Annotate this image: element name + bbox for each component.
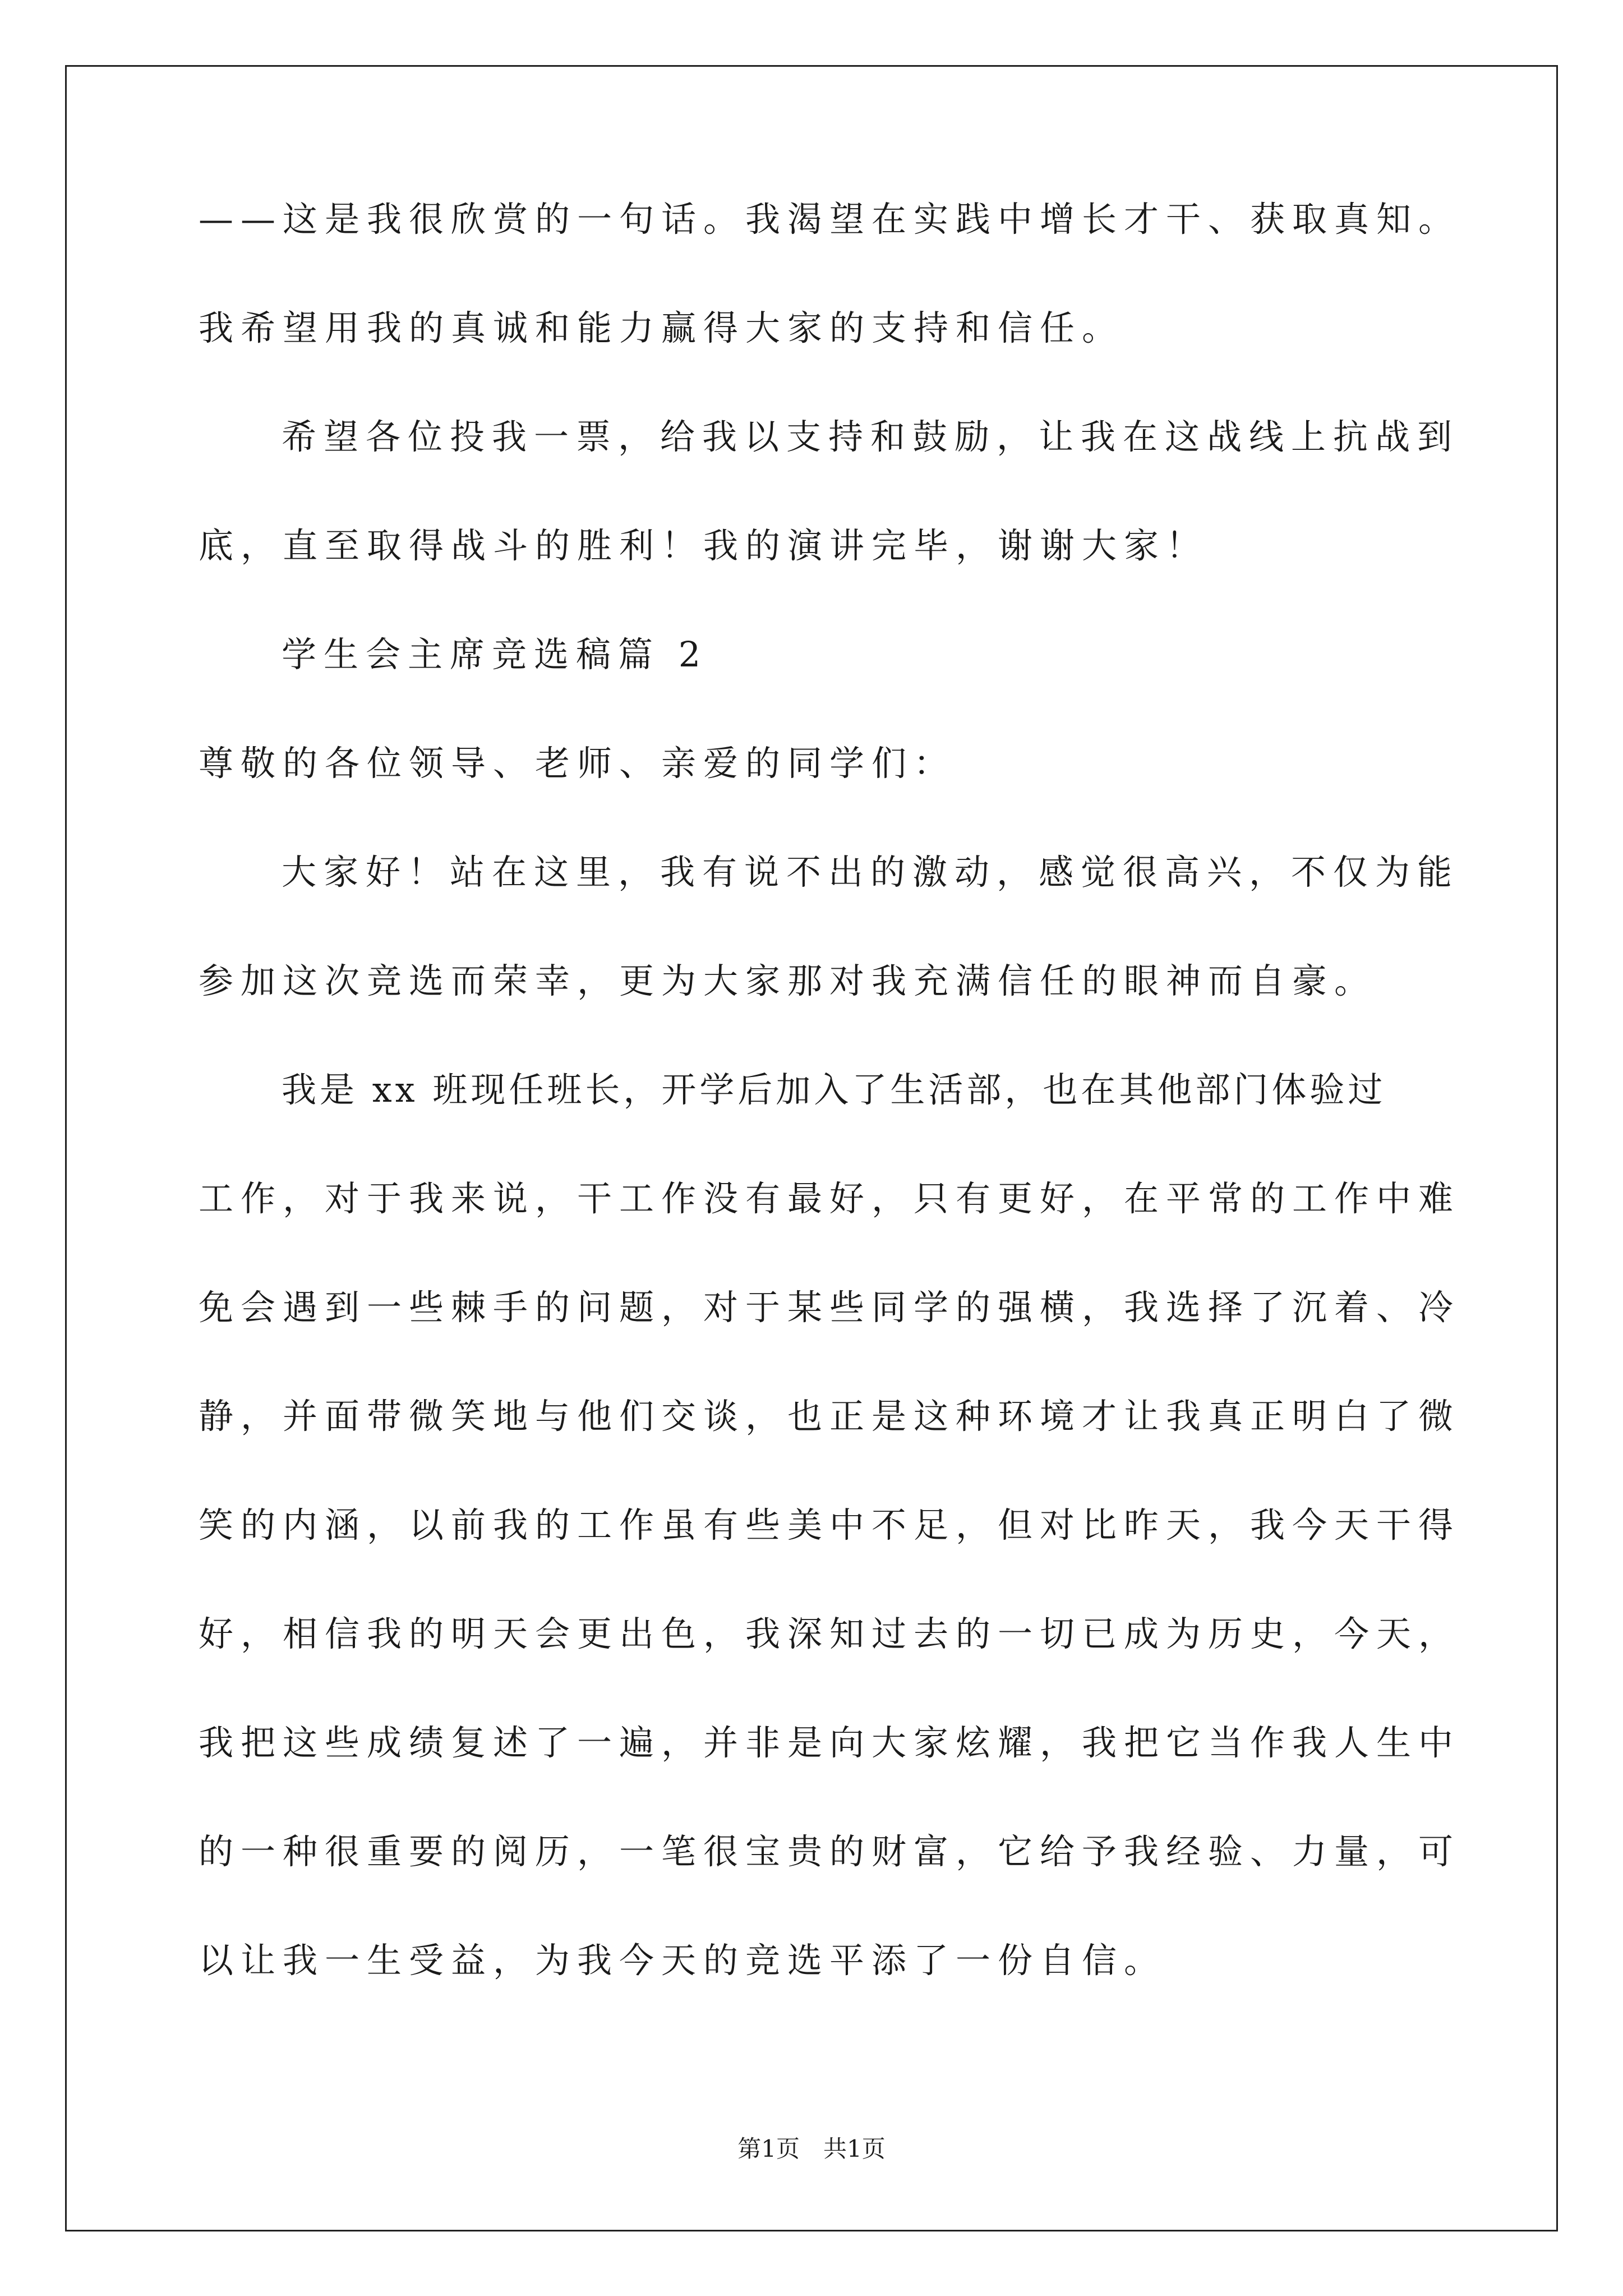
paragraph-line: ——这是我很欣赏的一句话。我渴望在实践中增长才干、获取真知。 [199, 199, 1461, 240]
section-heading: 学生会主席竞选稿篇 2 [282, 634, 708, 675]
paragraph-line: 静，并面带微笑地与他们交谈，也正是这种环境才让我真正明白了微 [199, 1396, 1461, 1437]
paragraph-line: 笑的内涵，以前我的工作虽有些美中不足，但对比昨天，我今天干得 [199, 1504, 1461, 1545]
paragraph-line: 好，相信我的明天会更出色，我深知过去的一切已成为历史，今天， [199, 1613, 1461, 1654]
paragraph-line: 免会遇到一些棘手的问题，对于某些同学的强横，我选择了沉着、冷 [199, 1287, 1461, 1328]
page-footer: 第1页 共1页 [737, 2135, 886, 2162]
paragraph-line: 的一种很重要的阅历，一笔很宝贵的财富，它给予我经验、力量，可 [199, 1831, 1461, 1872]
paragraph-line: 参加这次竞选而荣幸，更为大家那对我充满信任的眼神而自豪。 [199, 960, 1377, 1001]
paragraph-line: 希望各位投我一票，给我以支持和鼓励，让我在这战线上抗战到 [282, 416, 1460, 457]
paragraph-line: 我把这些成绩复述了一遍，并非是向大家炫耀，我把它当作我人生中 [199, 1722, 1461, 1763]
paragraph-line: 大家好！站在这里，我有说不出的激动，感觉很高兴，不仅为能 [282, 852, 1460, 892]
paragraph-line: 工作，对于我来说，干工作没有最好，只有更好，在平常的工作中难 [199, 1178, 1461, 1219]
paragraph-line: 底，直至取得战斗的胜利！我的演讲完毕，谢谢大家！ [199, 525, 1209, 566]
paragraph-line: 我是 xx 班现任班长，开学后加入了生活部，也在其他部门体验过 [282, 1069, 1386, 1110]
paragraph-line: 以让我一生受益，为我今天的竞选平添了一份自信。 [199, 1940, 1166, 1981]
salutation-line: 尊敬的各位领导、老师、亲爱的同学们： [199, 743, 956, 784]
paragraph-line: 我希望用我的真诚和能力赢得大家的支持和信任。 [199, 307, 1124, 348]
document-body [199, 199, 1461, 2052]
